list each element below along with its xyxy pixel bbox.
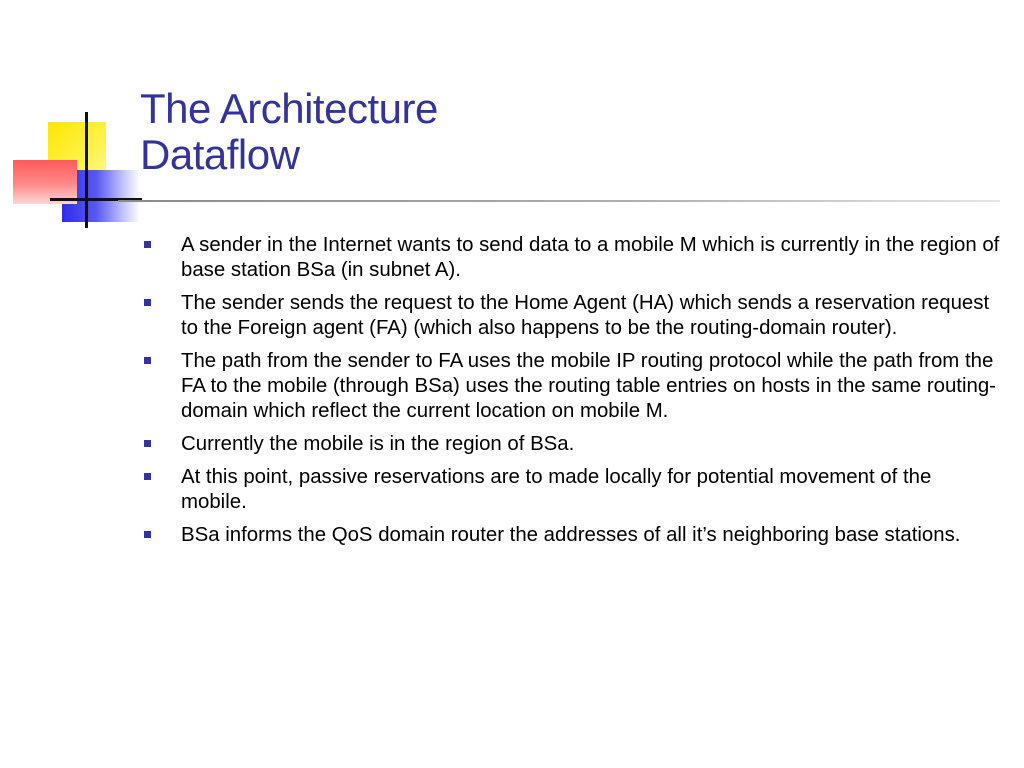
decorative-logo bbox=[0, 0, 140, 240]
bullet-item bbox=[140, 523, 1000, 548]
bullet-square-icon bbox=[144, 299, 151, 306]
bullet-item bbox=[140, 465, 1000, 515]
title-divider bbox=[118, 200, 1000, 202]
bullet-text: The sender sends the request to the Home Agent (HA) which sends a reservation request to the Foreign agent (FA) (which also happens to be the routing-domain router). bbox=[181, 292, 990, 339]
bullet-text: At this point, passive reservations are to made locally for potential movement of the mobile. bbox=[181, 466, 932, 513]
bullet-text: A sender in the Internet wants to send data to a mobile M which is currently in the region of base station BSa (in subnet A). bbox=[181, 234, 1000, 281]
bullet-square-icon bbox=[144, 241, 151, 248]
logo-vertical-line bbox=[85, 112, 88, 228]
bullet-text: Currently the mobile is in the region of BSa. bbox=[181, 433, 575, 455]
bullet-text: The path from the sender to FA uses the mobile IP routing protocol while the path from the FA to the mobile (through BSa) uses the routing table entries on hosts in the same routing-domain which reflect the current location on mobile M. bbox=[181, 350, 996, 422]
bullet-item bbox=[140, 291, 1000, 341]
bullet-item bbox=[140, 233, 1000, 283]
bullet-square-icon bbox=[144, 531, 151, 538]
bullet-square-icon bbox=[144, 473, 151, 480]
slide-title-line-1: The Architecture bbox=[140, 85, 438, 132]
bullet-square-icon bbox=[144, 440, 151, 447]
bullet-text: BSa informs the QoS domain router the addresses of all it’s neighboring base stations. bbox=[181, 524, 961, 546]
bullet-square-icon bbox=[144, 357, 151, 364]
bullet-item bbox=[140, 432, 1000, 457]
bullet-item bbox=[140, 349, 1000, 424]
bullet-list bbox=[140, 233, 1000, 556]
slide-title bbox=[140, 86, 438, 178]
slide-title-line-2: Dataflow bbox=[140, 131, 300, 178]
